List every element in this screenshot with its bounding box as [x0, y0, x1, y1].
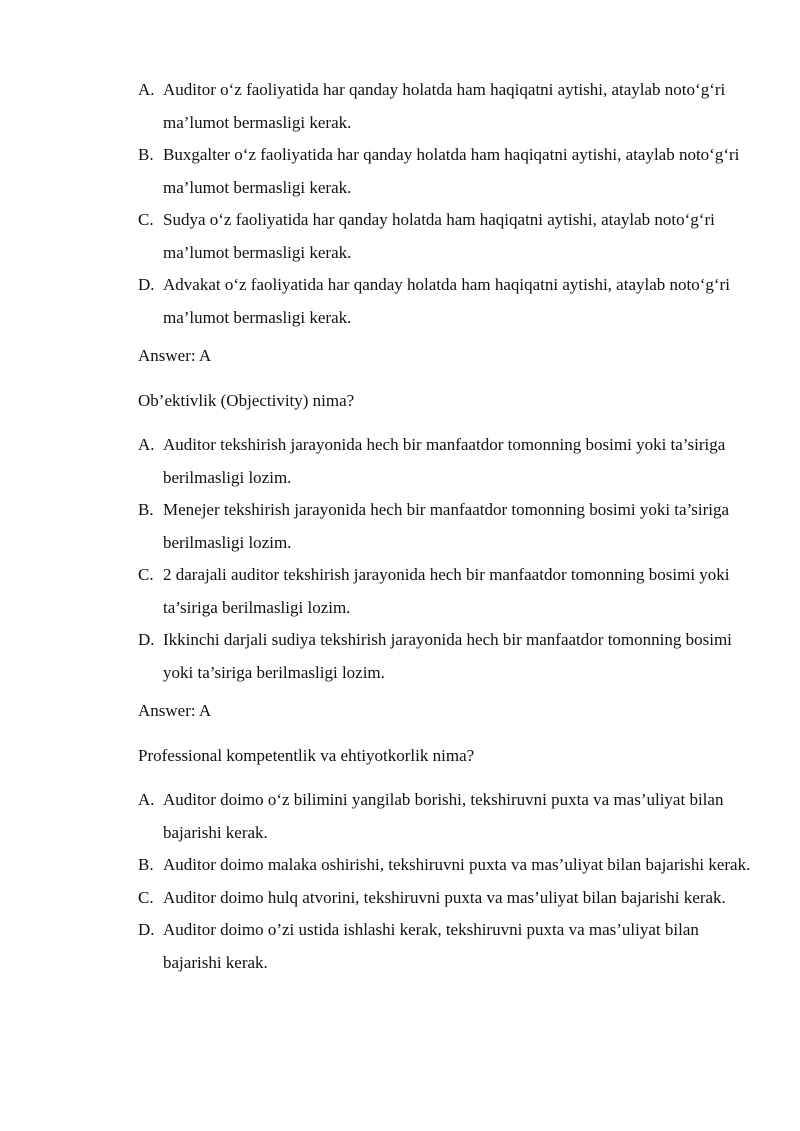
- option-c: [138, 882, 758, 915]
- option-letter: A.: [138, 435, 155, 454]
- option-letter: C.: [138, 210, 154, 229]
- option-d: [138, 269, 758, 334]
- option-text: Buxgalter o‘z faoliyatida har qanday holatda ham haqiqatni aytishi, ataylab noto‘g‘ri ma’lumot bermasligi kerak.: [163, 145, 740, 197]
- option-text: Menejer tekshirish jarayonida hech bir manfaatdor tomonning bosimi yoki ta’siriga berilmasligi lozim.: [163, 500, 730, 552]
- option-text: 2 darajali auditor tekshirish jarayonida hech bir manfaatdor tomonning bosimi yoki ta’siriga berilmasligi lozim.: [163, 565, 730, 617]
- option-b: [138, 139, 758, 204]
- question-text: Professional kompetentlik va ehtiyotkorlik nima?: [138, 745, 475, 765]
- option-letter: A.: [138, 790, 155, 809]
- option-b: [138, 849, 758, 882]
- question-text: Ob’ektivlik (Objectivity) nima?: [138, 390, 355, 410]
- document-page: [138, 74, 758, 979]
- answer-line: Answer: A: [138, 346, 212, 365]
- question-block: [138, 740, 758, 980]
- option-b: [138, 494, 758, 559]
- option-text: Auditor doimo malaka oshirishi, tekshiruvni puxta va mas’uliyat bilan bajarishi kerak.: [163, 855, 751, 874]
- answer-line: Answer: A: [138, 701, 212, 720]
- option-text: Auditor doimo hulq atvorini, tekshiruvni puxta va mas’uliyat bilan bajarishi kerak.: [163, 887, 726, 907]
- option-d: [138, 624, 758, 689]
- option-text: Auditor doimo o’zi ustida ishlashi kerak, tekshiruvni puxta va mas’uliyat bilan bajarishi kerak.: [163, 920, 699, 972]
- option-a: [138, 74, 758, 139]
- option-text: Auditor tekshirish jarayonida hech bir manfaatdor tomonning bosimi yoki ta’siriga berilmasligi lozim.: [163, 435, 726, 487]
- option-letter: C.: [138, 565, 154, 584]
- option-letter: A.: [138, 80, 155, 99]
- option-letter: C.: [138, 887, 154, 907]
- option-letter: B.: [138, 855, 154, 874]
- option-letter: B.: [138, 145, 154, 164]
- option-c: [138, 559, 758, 624]
- option-a: [138, 429, 758, 494]
- option-letter: B.: [138, 500, 154, 519]
- option-text: Advakat o‘z faoliyatida har qanday holatda ham haqiqatni aytishi, ataylab noto‘g‘ri ma’lumot bermasligi kerak.: [163, 275, 730, 327]
- option-c: [138, 204, 758, 269]
- option-text: Sudya o‘z faoliyatida har qanday holatda ham haqiqatni aytishi, ataylab noto‘g‘ri ma’lumot bermasligi kerak.: [163, 210, 715, 262]
- question-block: [138, 385, 758, 728]
- option-letter: D.: [138, 630, 155, 649]
- option-letter: D.: [138, 920, 155, 939]
- option-d: [138, 914, 758, 979]
- option-text: Auditor doimo o‘z bilimini yangilab borishi, tekshiruvni puxta va mas’uliyat bilan bajarishi kerak.: [163, 790, 724, 842]
- option-text: Auditor o‘z faoliyatida har qanday holatda ham haqiqatni aytishi, ataylab noto‘g‘ri ma’lumot bermasligi kerak.: [163, 80, 726, 132]
- question-block: [138, 74, 758, 373]
- option-letter: D.: [138, 275, 155, 294]
- option-text: Ikkinchi darjali sudiya tekshirish jarayonida hech bir manfaatdor tomonning bosimi yoki ta’siriga berilmasligi lozim.: [163, 630, 732, 682]
- option-a: [138, 784, 758, 849]
